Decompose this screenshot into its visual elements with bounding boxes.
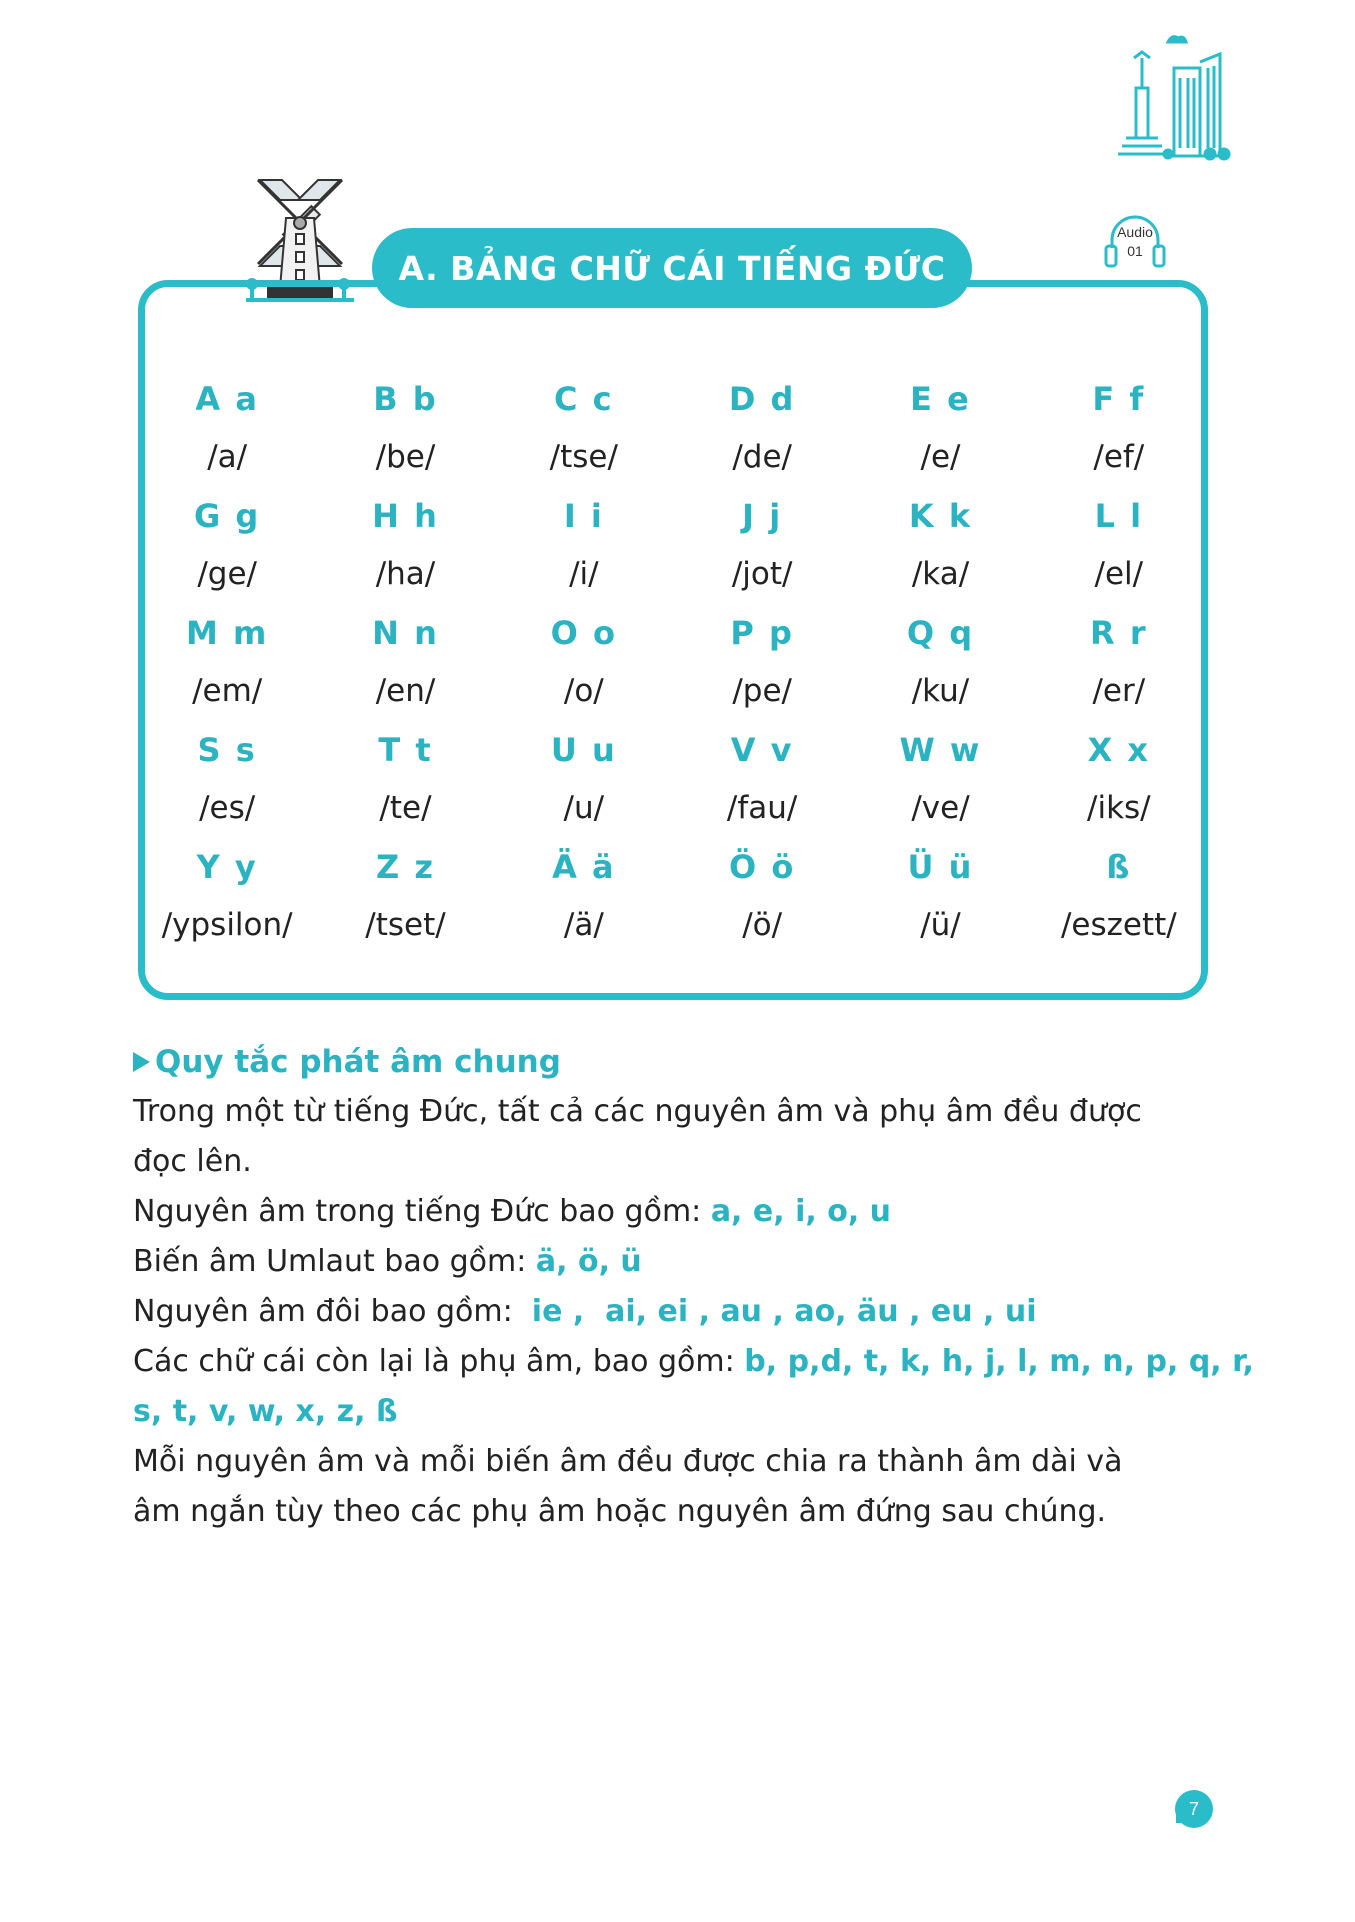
letter: K k (908, 497, 973, 535)
letter: ß (1106, 848, 1132, 886)
pronunciation: /jot/ (731, 556, 793, 592)
city-skyline-icon (1110, 28, 1240, 163)
letter: V v (730, 731, 794, 769)
pronunciation: /ü/ (920, 907, 961, 943)
diphthong-line (133, 1287, 1223, 1337)
umlaut-label: Biến âm Umlaut bao gồm: (133, 1244, 536, 1279)
headphones-icon (1100, 210, 1170, 272)
letter: R r (1090, 614, 1148, 652)
pronunciation: /tset/ (365, 907, 446, 943)
alphabet-cell (495, 370, 673, 487)
letter: T t (378, 731, 433, 769)
rules-intro-line: đọc lên. (133, 1144, 252, 1179)
alphabet-cell (495, 604, 673, 721)
alphabet-cell (495, 487, 673, 604)
letter: B b (373, 380, 438, 418)
pronunciation: /tse/ (549, 439, 618, 475)
vowels-label: Nguyên âm trong tiếng Đức bao gồm: (133, 1194, 711, 1229)
pronunciation: /e/ (920, 439, 961, 475)
letter: Ö ö (728, 848, 796, 886)
diphthong-label: Nguyên âm đôi bao gồm: (133, 1294, 532, 1329)
letter: S s (197, 731, 257, 769)
audio-number: 01 (1127, 243, 1143, 259)
pronunciation: /iks/ (1087, 790, 1151, 826)
alphabet-cell (673, 487, 851, 604)
pronunciation: /ä/ (563, 907, 604, 943)
consonant-line (133, 1337, 1254, 1387)
letter: Ä ä (552, 848, 616, 886)
pronunciation: /de/ (732, 439, 792, 475)
pronunciation: /ve/ (911, 790, 970, 826)
alphabet-cell (851, 838, 1029, 955)
consonant-label: Các chữ cái còn lại là phụ âm, bao gồm: (133, 1344, 745, 1379)
alphabet-cell (316, 370, 494, 487)
consonant-line-cont (133, 1387, 1223, 1437)
alphabet-cell (138, 838, 316, 955)
pronunciation: /es/ (199, 790, 256, 826)
letter: E e (910, 380, 971, 418)
audio-label: Audio (1117, 224, 1153, 240)
umlaut-value: ä, ö, ü (535, 1244, 642, 1279)
umlaut-line (133, 1237, 1223, 1287)
alphabet-cell (316, 604, 494, 721)
alphabet-cell (495, 838, 673, 955)
alphabet-cell (138, 370, 316, 487)
pronunciation: /ku/ (911, 673, 970, 709)
page-number: 7 (1175, 1790, 1213, 1828)
diphthong-value: ie , ai, ei , au , ao, äu , eu , ui (531, 1294, 1037, 1329)
letter: J j (742, 497, 783, 535)
pronunciation: /el/ (1094, 556, 1144, 592)
pronunciation: /pe/ (732, 673, 792, 709)
pronunciation: /ö/ (742, 907, 783, 943)
alphabet-cell (851, 721, 1029, 838)
alphabet-cell (1030, 487, 1208, 604)
letter: I i (563, 497, 604, 535)
rules-heading (133, 1037, 1223, 1087)
pronunciation: /ef/ (1093, 439, 1145, 475)
letter: N n (372, 614, 439, 652)
letter: Z z (376, 848, 435, 886)
alphabet-cell (138, 604, 316, 721)
alphabet-cell (316, 487, 494, 604)
letter: Y y (196, 848, 258, 886)
pronunciation: /te/ (379, 790, 432, 826)
vowels-line (133, 1187, 1223, 1237)
letter: M m (186, 614, 269, 652)
vowels-value: a, e, i, o, u (710, 1194, 892, 1229)
pronunciation: /er/ (1092, 673, 1146, 709)
pronunciation: /ka/ (911, 556, 970, 592)
pronunciation: /u/ (563, 790, 605, 826)
alphabet-cell (851, 604, 1029, 721)
alphabet-cell (1030, 370, 1208, 487)
length-line: Mỗi nguyên âm và mỗi biến âm đều được chia ra thành âm dài và (133, 1444, 1123, 1479)
rules-intro-line: Trong một từ tiếng Đức, tất cả các nguyên âm và phụ âm đều được (133, 1094, 1142, 1129)
pronunciation: /em/ (192, 673, 263, 709)
pronunciation: /fau/ (726, 790, 798, 826)
alphabet-cell (673, 838, 851, 955)
pronunciation: /ge/ (197, 556, 257, 592)
pronunciation: /ypsilon/ (161, 907, 293, 943)
letter: Ü ü (907, 848, 974, 886)
pronunciation: /be/ (375, 439, 436, 475)
letter: H h (372, 497, 439, 535)
triangle-bullet-icon (133, 1052, 150, 1072)
section-title-banner (372, 228, 972, 308)
audio-badge[interactable] (1100, 210, 1170, 272)
alphabet-cell (316, 721, 494, 838)
alphabet-cell (1030, 721, 1208, 838)
pronunciation: /a/ (207, 439, 248, 475)
pronunciation: /en/ (375, 673, 436, 709)
alphabet-cell (1030, 604, 1208, 721)
alphabet-cell (138, 721, 316, 838)
section-title: A. BẢNG CHỮ CÁI TIẾNG ĐỨC (398, 248, 946, 288)
letter: W w (899, 731, 982, 769)
alphabet-cell (851, 487, 1029, 604)
alphabet-cell (495, 721, 673, 838)
alphabet-cell (673, 604, 851, 721)
letter: P p (730, 614, 794, 652)
alphabet-cell (1030, 838, 1208, 955)
pronunciation: /i/ (569, 556, 599, 592)
alphabet-grid (138, 370, 1208, 955)
letter: D d (728, 380, 796, 418)
length-line: âm ngắn tùy theo các phụ âm hoặc nguyên âm đứng sau chúng. (133, 1494, 1107, 1529)
alphabet-cell (851, 370, 1029, 487)
alphabet-cell (673, 370, 851, 487)
rules-heading-text: Quy tắc phát âm chung (155, 1044, 561, 1080)
letter: O o (550, 614, 617, 652)
letter: L l (1094, 497, 1144, 535)
letter: C c (554, 380, 614, 418)
alphabet-cell (316, 838, 494, 955)
letter: Q q (906, 614, 975, 652)
pronunciation-rules (133, 1037, 1254, 1537)
pronunciation: /o/ (563, 673, 604, 709)
pronunciation: /eszett/ (1060, 907, 1177, 943)
alphabet-cell (138, 487, 316, 604)
letter: A a (195, 380, 259, 418)
pronunciation: /ha/ (375, 556, 436, 592)
letter: X x (1087, 731, 1151, 769)
consonant-value-cont: s, t, v, w, x, z, ß (133, 1394, 398, 1429)
letter: F f (1092, 380, 1146, 418)
letter: G g (194, 497, 261, 535)
consonant-value: b, p,d, t, k, h, j, l, m, n, p, q, r, (744, 1344, 1254, 1379)
alphabet-cell (673, 721, 851, 838)
letter: U u (550, 731, 617, 769)
